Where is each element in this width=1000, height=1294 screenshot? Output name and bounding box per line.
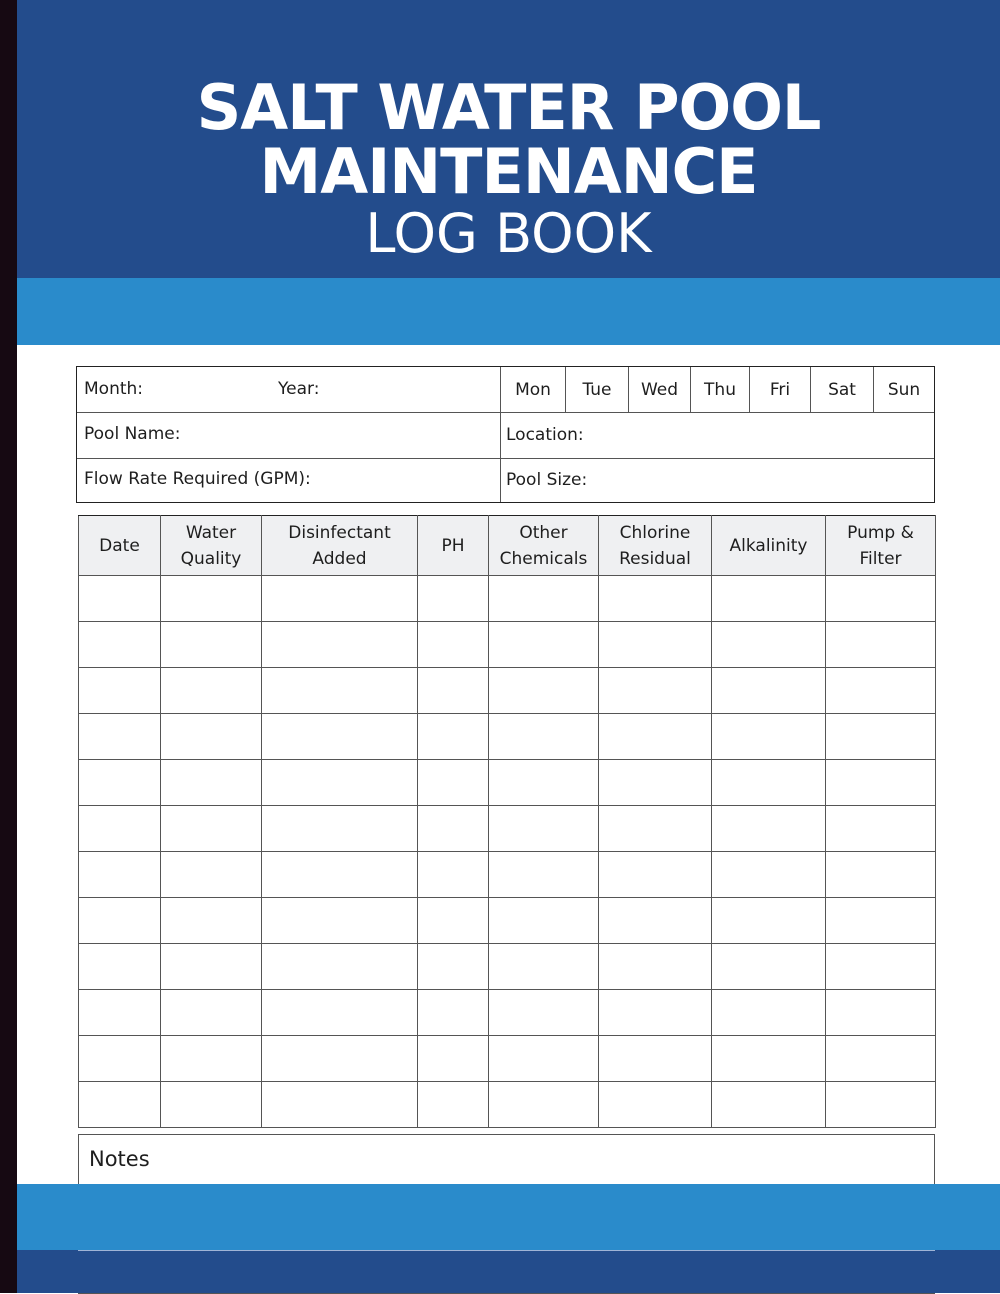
table-row xyxy=(79,852,936,898)
table-cell[interactable] xyxy=(418,944,489,990)
table-row xyxy=(79,622,936,668)
table-cell[interactable] xyxy=(262,944,418,990)
table-cell[interactable] xyxy=(712,1082,826,1128)
table-cell[interactable] xyxy=(79,760,161,806)
pool-size-label: Pool Size: xyxy=(506,470,588,490)
table-cell[interactable] xyxy=(712,760,826,806)
table-row xyxy=(79,806,936,852)
notes-label: Notes xyxy=(89,1147,150,1171)
day-thu[interactable]: Thu xyxy=(704,379,736,400)
table-cell[interactable] xyxy=(161,990,262,1036)
table-cell[interactable] xyxy=(826,944,936,990)
table-cell[interactable] xyxy=(489,714,599,760)
table-cell[interactable] xyxy=(489,852,599,898)
day-wed[interactable]: Wed xyxy=(640,379,679,400)
table-cell[interactable] xyxy=(418,622,489,668)
table-cell[interactable] xyxy=(418,714,489,760)
table-cell[interactable] xyxy=(161,622,262,668)
table-cell[interactable] xyxy=(599,852,712,898)
info-divider xyxy=(77,458,934,459)
table-cell[interactable] xyxy=(79,576,161,622)
table-cell[interactable] xyxy=(712,944,826,990)
table-cell[interactable] xyxy=(712,852,826,898)
table-cell[interactable] xyxy=(418,668,489,714)
table-cell[interactable] xyxy=(599,576,712,622)
cover-title-line-2: MAINTENANCE xyxy=(259,135,758,208)
table-cell[interactable] xyxy=(826,714,936,760)
day-sun[interactable]: Sun xyxy=(887,379,921,400)
table-cell[interactable] xyxy=(262,576,418,622)
table-row xyxy=(79,1082,936,1128)
cover-stripe-top xyxy=(17,278,1000,345)
table-cell[interactable] xyxy=(79,668,161,714)
column-header-chlorine-residual: Chlorine Residual xyxy=(599,516,712,576)
day-sat[interactable]: Sat xyxy=(828,379,856,400)
table-cell[interactable] xyxy=(489,1036,599,1082)
table-cell[interactable] xyxy=(712,1036,826,1082)
table-row xyxy=(79,576,936,622)
table-cell[interactable] xyxy=(489,944,599,990)
table-cell[interactable] xyxy=(161,898,262,944)
cover-footer-band xyxy=(17,1250,1000,1293)
table-cell[interactable] xyxy=(79,622,161,668)
table-cell[interactable] xyxy=(489,806,599,852)
table-cell[interactable] xyxy=(161,806,262,852)
info-grid xyxy=(76,366,935,503)
day-mon[interactable]: Mon xyxy=(515,379,551,400)
table-body xyxy=(79,576,936,1128)
table-cell[interactable] xyxy=(826,990,936,1036)
table-row xyxy=(79,1036,936,1082)
table-cell[interactable] xyxy=(161,714,262,760)
notes-bottom-rule xyxy=(78,1250,935,1251)
maintenance-log-table xyxy=(78,515,936,1128)
table-cell[interactable] xyxy=(826,806,936,852)
info-divider xyxy=(77,412,934,413)
column-header-alkalinity: Alkalinity xyxy=(712,516,826,576)
table-cell[interactable] xyxy=(262,760,418,806)
table-cell[interactable] xyxy=(599,622,712,668)
table-row xyxy=(79,760,936,806)
table-cell[interactable] xyxy=(79,898,161,944)
table-cell[interactable] xyxy=(599,990,712,1036)
table-cell[interactable] xyxy=(262,1082,418,1128)
table-cell[interactable] xyxy=(79,1082,161,1128)
table-row xyxy=(79,944,936,990)
table-cell[interactable] xyxy=(79,806,161,852)
table-cell[interactable] xyxy=(599,714,712,760)
table-cell[interactable] xyxy=(79,1036,161,1082)
table-cell[interactable] xyxy=(826,668,936,714)
table-cell[interactable] xyxy=(161,1082,262,1128)
table-cell[interactable] xyxy=(161,1036,262,1082)
table-cell[interactable] xyxy=(826,898,936,944)
column-header-other-chemicals: Other Chemicals xyxy=(489,516,599,576)
table-cell[interactable] xyxy=(418,576,489,622)
table-cell[interactable] xyxy=(418,898,489,944)
cover-title-line-3: LOG BOOK xyxy=(365,202,652,265)
table-cell[interactable] xyxy=(826,760,936,806)
column-header-disinfectant-added: Disinfectant Added xyxy=(262,516,418,576)
column-header-date: Date xyxy=(79,516,161,576)
table-cell[interactable] xyxy=(489,898,599,944)
table-cell[interactable] xyxy=(712,990,826,1036)
table-cell[interactable] xyxy=(826,622,936,668)
table-cell[interactable] xyxy=(262,1036,418,1082)
table-cell[interactable] xyxy=(79,990,161,1036)
table-cell[interactable] xyxy=(79,944,161,990)
table-cell[interactable] xyxy=(418,1082,489,1128)
table-cell[interactable] xyxy=(826,852,936,898)
table-cell[interactable] xyxy=(489,1082,599,1128)
column-header-ph: PH xyxy=(418,516,489,576)
flow-rate-label: Flow Rate Required (GPM): xyxy=(84,469,311,489)
table-cell[interactable] xyxy=(161,852,262,898)
table-cell[interactable] xyxy=(826,1036,936,1082)
table-cell[interactable] xyxy=(418,760,489,806)
table-cell[interactable] xyxy=(489,576,599,622)
table-cell[interactable] xyxy=(712,806,826,852)
table-cell[interactable] xyxy=(599,1082,712,1128)
table-cell[interactable] xyxy=(161,668,262,714)
table-cell[interactable] xyxy=(826,1082,936,1128)
location-label: Location: xyxy=(506,425,584,445)
month-label: Month: xyxy=(84,379,144,399)
day-tue[interactable]: Tue xyxy=(582,379,612,400)
pool-name-label: Pool Name: xyxy=(84,424,181,444)
table-cell[interactable] xyxy=(712,668,826,714)
table-cell[interactable] xyxy=(262,852,418,898)
table-cell[interactable] xyxy=(489,622,599,668)
table-cell[interactable] xyxy=(161,760,262,806)
table-cell[interactable] xyxy=(712,622,826,668)
cover-stripe-bottom xyxy=(17,1184,1000,1250)
table-cell[interactable] xyxy=(489,760,599,806)
table-row xyxy=(79,714,936,760)
table-cell[interactable] xyxy=(826,576,936,622)
table-cell[interactable] xyxy=(79,714,161,760)
table-header-row xyxy=(79,516,936,576)
table-cell[interactable] xyxy=(599,944,712,990)
table-cell[interactable] xyxy=(262,898,418,944)
table-cell[interactable] xyxy=(712,714,826,760)
table-cell[interactable] xyxy=(418,990,489,1036)
table-cell[interactable] xyxy=(599,668,712,714)
column-header-pump-filter: Pump & Filter xyxy=(826,516,936,576)
table-cell[interactable] xyxy=(262,622,418,668)
table-cell[interactable] xyxy=(599,898,712,944)
table-cell[interactable] xyxy=(262,668,418,714)
column-header-water-quality: Water Quality xyxy=(161,516,262,576)
table-cell[interactable] xyxy=(599,760,712,806)
table-cell[interactable] xyxy=(712,898,826,944)
table-cell[interactable] xyxy=(599,806,712,852)
year-label: Year: xyxy=(278,379,320,399)
table-row xyxy=(79,898,936,944)
table-cell[interactable] xyxy=(161,576,262,622)
table-row xyxy=(79,668,936,714)
table-cell[interactable] xyxy=(418,806,489,852)
table-cell[interactable] xyxy=(599,1036,712,1082)
table-row xyxy=(79,990,936,1036)
table-cell[interactable] xyxy=(161,944,262,990)
table-cell[interactable] xyxy=(712,576,826,622)
table-cell[interactable] xyxy=(262,990,418,1036)
day-fri[interactable]: Fri xyxy=(769,379,791,400)
table-cell[interactable] xyxy=(262,806,418,852)
book-spine xyxy=(0,0,17,1293)
table-cell[interactable] xyxy=(418,852,489,898)
table-cell[interactable] xyxy=(489,668,599,714)
table-cell[interactable] xyxy=(79,852,161,898)
table-cell[interactable] xyxy=(489,990,599,1036)
table-cell[interactable] xyxy=(262,714,418,760)
table-cell[interactable] xyxy=(418,1036,489,1082)
cover-title-line-1: SALT WATER POOL xyxy=(196,71,821,144)
